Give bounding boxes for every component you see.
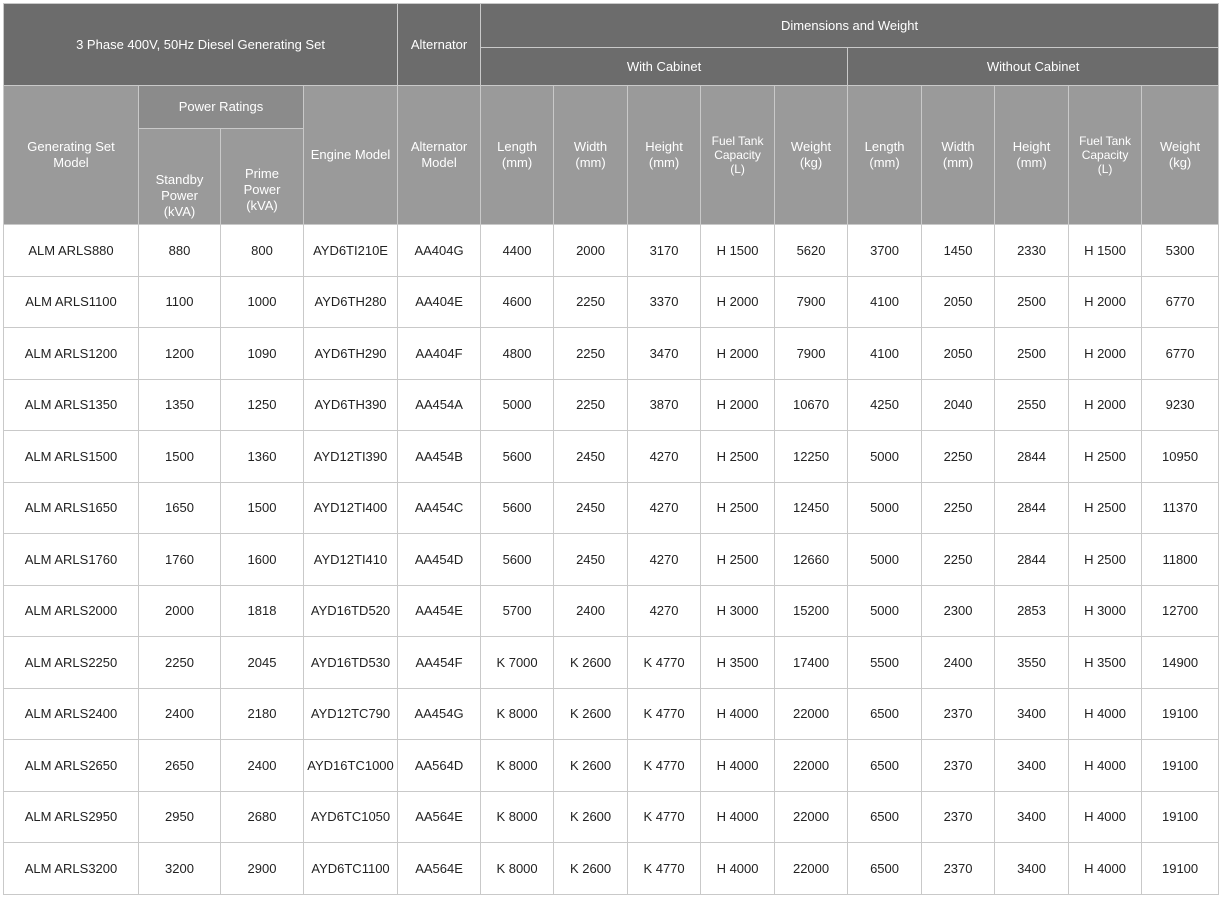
table-row	[4, 740, 1219, 792]
cell-height-cab: 4270	[628, 585, 701, 637]
cell-fuel-tank-nocab: H 2500	[1069, 482, 1142, 534]
cell-engine-model: AYD12TI390	[304, 431, 398, 483]
cell-gen-set-model: ALM ARLS1100	[4, 276, 139, 328]
cell-length-nocab: 4100	[848, 276, 922, 328]
cell-width-cab: K 2600	[554, 637, 628, 689]
col-label-alternator-model: Alternator Model	[410, 139, 468, 170]
col-label-fuel-tank: Fuel Tank Capacity (L)	[1079, 134, 1131, 176]
cell-gen-set-model: ALM ARLS1650	[4, 482, 139, 534]
power-ratings-header	[139, 86, 304, 129]
cell-weight-nocab: 19100	[1142, 791, 1219, 843]
cell-weight-nocab: 11800	[1142, 534, 1219, 586]
cell-gen-set-model: ALM ARLS880	[4, 225, 139, 277]
cell-length-nocab: 6500	[848, 740, 922, 792]
cell-length-nocab: 5000	[848, 585, 922, 637]
cell-length-nocab: 5000	[848, 482, 922, 534]
cell-fuel-tank-nocab: H 4000	[1069, 843, 1142, 895]
cell-height-nocab: 2844	[995, 534, 1069, 586]
cell-prime-power: 2400	[221, 740, 304, 792]
cell-alternator-model: AA564D	[398, 740, 481, 792]
cell-length-nocab: 5000	[848, 431, 922, 483]
cell-height-cab: 3370	[628, 276, 701, 328]
cell-alternator-model: AA454D	[398, 534, 481, 586]
col-label-height: Height (mm)	[645, 139, 683, 170]
cell-height-nocab: 2844	[995, 482, 1069, 534]
cell-fuel-tank-cab: H 4000	[701, 791, 775, 843]
cell-prime-power: 2045	[221, 637, 304, 689]
cell-standby-power: 1650	[139, 482, 221, 534]
cell-height-cab: 3470	[628, 328, 701, 380]
cell-length-nocab: 6500	[848, 688, 922, 740]
cell-length-cab: K 8000	[481, 740, 554, 792]
table-row	[4, 637, 1219, 689]
cell-width-nocab: 2250	[922, 431, 995, 483]
cell-fuel-tank-cab: H 3500	[701, 637, 775, 689]
cell-standby-power: 3200	[139, 843, 221, 895]
col-header-height-nocab	[995, 86, 1069, 225]
cell-prime-power: 1090	[221, 328, 304, 380]
cell-fuel-tank-nocab: H 4000	[1069, 688, 1142, 740]
cell-weight-cab: 22000	[775, 791, 848, 843]
col-label-width: Width (mm)	[941, 139, 975, 170]
without-cabinet-label: Without Cabinet	[986, 58, 1080, 74]
cell-length-nocab: 4100	[848, 328, 922, 380]
col-label-length: Length (mm)	[497, 139, 537, 170]
cell-fuel-tank-cab: H 4000	[701, 843, 775, 895]
col-header-gen-set-model	[4, 86, 139, 225]
cell-height-cab: 3870	[628, 379, 701, 431]
col-header-fuel-nocab	[1069, 86, 1142, 225]
col-label-gen-set-model: Generating Set Model	[27, 139, 115, 170]
cell-prime-power: 1000	[221, 276, 304, 328]
cell-fuel-tank-cab: H 1500	[701, 225, 775, 277]
cell-weight-nocab: 19100	[1142, 740, 1219, 792]
cell-length-cab: K 7000	[481, 637, 554, 689]
cell-width-cab: 2450	[554, 534, 628, 586]
cell-standby-power: 880	[139, 225, 221, 277]
col-label-prime-power: Prime Power (kVA)	[243, 166, 281, 213]
cell-alternator-model: AA404F	[398, 328, 481, 380]
cell-prime-power: 1250	[221, 379, 304, 431]
col-header-fuel-cab	[701, 86, 775, 225]
alternator-group-label: Alternator	[410, 36, 468, 52]
col-label-length: Length (mm)	[864, 139, 905, 170]
cell-fuel-tank-nocab: H 4000	[1069, 791, 1142, 843]
cell-alternator-model: AA404G	[398, 225, 481, 277]
cell-standby-power: 2400	[139, 688, 221, 740]
cell-height-nocab: 2500	[995, 328, 1069, 380]
col-label-weight: Weight (kg)	[1159, 139, 1201, 170]
col-label-engine-model: Engine Model	[310, 147, 391, 162]
cell-gen-set-model: ALM ARLS2650	[4, 740, 139, 792]
cell-height-cab: 4270	[628, 534, 701, 586]
with-cabinet-label: With Cabinet	[626, 58, 702, 74]
cell-fuel-tank-nocab: H 2500	[1069, 431, 1142, 483]
cell-gen-set-model: ALM ARLS2950	[4, 791, 139, 843]
table-row	[4, 276, 1219, 328]
table-row	[4, 379, 1219, 431]
cell-fuel-tank-nocab: H 2000	[1069, 328, 1142, 380]
cell-length-cab: 5700	[481, 585, 554, 637]
cell-fuel-tank-nocab: H 2500	[1069, 534, 1142, 586]
cell-weight-cab: 12250	[775, 431, 848, 483]
cell-height-nocab: 3400	[995, 688, 1069, 740]
cell-engine-model: AYD6TH290	[304, 328, 398, 380]
with-cabinet-header	[481, 48, 848, 86]
col-label-width: Width (mm)	[573, 139, 608, 170]
cell-width-nocab: 2370	[922, 843, 995, 895]
cell-height-nocab: 3400	[995, 740, 1069, 792]
cell-width-cab: K 2600	[554, 843, 628, 895]
cell-prime-power: 1600	[221, 534, 304, 586]
cell-engine-model: AYD16TD530	[304, 637, 398, 689]
cell-length-cab: 5000	[481, 379, 554, 431]
cell-engine-model: AYD16TC1000	[304, 740, 398, 792]
cell-gen-set-model: ALM ARLS2000	[4, 585, 139, 637]
cell-width-cab: K 2600	[554, 688, 628, 740]
cell-standby-power: 1760	[139, 534, 221, 586]
cell-weight-nocab: 11370	[1142, 482, 1219, 534]
cell-alternator-model: AA454C	[398, 482, 481, 534]
cell-height-cab: 4270	[628, 482, 701, 534]
cell-standby-power: 2000	[139, 585, 221, 637]
table-row	[4, 328, 1219, 380]
dimensions-weight-header	[481, 4, 1219, 48]
cell-length-cab: 4600	[481, 276, 554, 328]
cell-width-nocab: 2370	[922, 740, 995, 792]
cell-height-cab: K 4770	[628, 688, 701, 740]
cell-width-nocab: 2300	[922, 585, 995, 637]
cell-engine-model: AYD6TC1100	[304, 843, 398, 895]
table-title-cell	[4, 4, 398, 86]
col-header-engine-model	[304, 86, 398, 225]
cell-gen-set-model: ALM ARLS3200	[4, 843, 139, 895]
cell-length-cab: 5600	[481, 534, 554, 586]
cell-gen-set-model: ALM ARLS2250	[4, 637, 139, 689]
dimensions-weight-label: Dimensions and Weight	[781, 17, 919, 33]
cell-weight-nocab: 10950	[1142, 431, 1219, 483]
cell-length-nocab: 6500	[848, 791, 922, 843]
col-label-standby-power: Standby Power (kVA)	[155, 172, 204, 219]
cell-standby-power: 1200	[139, 328, 221, 380]
cell-weight-cab: 10670	[775, 379, 848, 431]
col-header-width-cab	[554, 86, 628, 225]
power-ratings-label: Power Ratings	[178, 99, 264, 114]
cell-prime-power: 800	[221, 225, 304, 277]
cell-gen-set-model: ALM ARLS1350	[4, 379, 139, 431]
cell-length-cab: K 8000	[481, 791, 554, 843]
cell-width-cab: 2250	[554, 328, 628, 380]
cell-height-cab: K 4770	[628, 843, 701, 895]
cell-alternator-model: AA454B	[398, 431, 481, 483]
cell-length-cab: 5600	[481, 482, 554, 534]
cell-length-cab: K 8000	[481, 688, 554, 740]
cell-standby-power: 2250	[139, 637, 221, 689]
cell-width-cab: K 2600	[554, 740, 628, 792]
cell-alternator-model: AA454F	[398, 637, 481, 689]
cell-width-cab: 2400	[554, 585, 628, 637]
cell-fuel-tank-cab: H 2000	[701, 379, 775, 431]
cell-engine-model: AYD6TH390	[304, 379, 398, 431]
cell-prime-power: 2900	[221, 843, 304, 895]
cell-width-nocab: 2050	[922, 328, 995, 380]
cell-engine-model: AYD6TI210E	[304, 225, 398, 277]
cell-alternator-model: AA454G	[398, 688, 481, 740]
col-header-weight-cab	[775, 86, 848, 225]
col-label-height: Height (mm)	[1012, 139, 1051, 170]
col-header-alternator-model	[398, 86, 481, 225]
cell-length-cab: 5600	[481, 431, 554, 483]
cell-standby-power: 1350	[139, 379, 221, 431]
cell-alternator-model: AA564E	[398, 791, 481, 843]
cell-width-nocab: 2370	[922, 688, 995, 740]
cell-prime-power: 2180	[221, 688, 304, 740]
cell-height-nocab: 3400	[995, 791, 1069, 843]
cell-engine-model: AYD6TH280	[304, 276, 398, 328]
cell-weight-cab: 5620	[775, 225, 848, 277]
col-label-weight: Weight (kg)	[790, 139, 832, 170]
table-row	[4, 791, 1219, 843]
cell-fuel-tank-nocab: H 1500	[1069, 225, 1142, 277]
cell-weight-cab: 12660	[775, 534, 848, 586]
cell-fuel-tank-nocab: H 2000	[1069, 379, 1142, 431]
col-header-length-nocab	[848, 86, 922, 225]
cell-weight-nocab: 6770	[1142, 328, 1219, 380]
cell-width-nocab: 1450	[922, 225, 995, 277]
cell-weight-nocab: 6770	[1142, 276, 1219, 328]
cell-weight-cab: 17400	[775, 637, 848, 689]
cell-gen-set-model: ALM ARLS1200	[4, 328, 139, 380]
cell-width-nocab: 2050	[922, 276, 995, 328]
cell-height-cab: K 4770	[628, 791, 701, 843]
cell-standby-power: 2950	[139, 791, 221, 843]
cell-height-nocab: 2330	[995, 225, 1069, 277]
table-row	[4, 585, 1219, 637]
table-row	[4, 482, 1219, 534]
cell-height-cab: 4270	[628, 431, 701, 483]
cell-engine-model: AYD12TI400	[304, 482, 398, 534]
cell-prime-power: 2680	[221, 791, 304, 843]
cell-alternator-model: AA564E	[398, 843, 481, 895]
cell-fuel-tank-cab: H 2500	[701, 482, 775, 534]
col-header-height-cab	[628, 86, 701, 225]
cell-fuel-tank-nocab: H 4000	[1069, 740, 1142, 792]
cell-height-nocab: 2550	[995, 379, 1069, 431]
cell-engine-model: AYD16TD520	[304, 585, 398, 637]
cell-weight-cab: 7900	[775, 276, 848, 328]
cell-width-nocab: 2250	[922, 534, 995, 586]
col-header-weight-nocab	[1142, 86, 1219, 225]
table-title: 3 Phase 400V, 50Hz Diesel Generating Set	[76, 36, 325, 52]
generator-spec-table	[3, 3, 1219, 895]
cell-alternator-model: AA454E	[398, 585, 481, 637]
cell-weight-cab: 15200	[775, 585, 848, 637]
cell-engine-model: AYD12TI410	[304, 534, 398, 586]
cell-engine-model: AYD12TC790	[304, 688, 398, 740]
cell-standby-power: 1100	[139, 276, 221, 328]
cell-alternator-model: AA404E	[398, 276, 481, 328]
col-header-length-cab	[481, 86, 554, 225]
table-row	[4, 431, 1219, 483]
table-row	[4, 225, 1219, 277]
cell-width-nocab: 2370	[922, 791, 995, 843]
cell-engine-model: AYD6TC1050	[304, 791, 398, 843]
cell-length-nocab: 5000	[848, 534, 922, 586]
cell-width-cab: 2450	[554, 482, 628, 534]
cell-width-nocab: 2250	[922, 482, 995, 534]
cell-prime-power: 1818	[221, 585, 304, 637]
cell-length-nocab: 5500	[848, 637, 922, 689]
cell-height-cab: 3170	[628, 225, 701, 277]
cell-weight-cab: 22000	[775, 843, 848, 895]
cell-fuel-tank-cab: H 4000	[701, 740, 775, 792]
cell-length-nocab: 6500	[848, 843, 922, 895]
cell-height-cab: K 4770	[628, 740, 701, 792]
cell-width-cab: K 2600	[554, 791, 628, 843]
cell-width-cab: 2250	[554, 379, 628, 431]
cell-width-nocab: 2400	[922, 637, 995, 689]
cell-fuel-tank-nocab: H 2000	[1069, 276, 1142, 328]
table-body	[4, 225, 1219, 895]
cell-weight-nocab: 9230	[1142, 379, 1219, 431]
cell-prime-power: 1500	[221, 482, 304, 534]
cell-weight-nocab: 5300	[1142, 225, 1219, 277]
cell-weight-nocab: 19100	[1142, 688, 1219, 740]
cell-width-nocab: 2040	[922, 379, 995, 431]
alternator-group-header	[398, 4, 481, 86]
cell-height-nocab: 2853	[995, 585, 1069, 637]
col-header-width-nocab	[922, 86, 995, 225]
cell-weight-nocab: 14900	[1142, 637, 1219, 689]
cell-length-cab: 4400	[481, 225, 554, 277]
cell-fuel-tank-cab: H 2000	[701, 276, 775, 328]
cell-length-nocab: 3700	[848, 225, 922, 277]
cell-height-cab: K 4770	[628, 637, 701, 689]
col-header-standby-power	[139, 129, 221, 225]
cell-weight-cab: 12450	[775, 482, 848, 534]
cell-height-nocab: 3550	[995, 637, 1069, 689]
cell-width-cab: 2000	[554, 225, 628, 277]
cell-gen-set-model: ALM ARLS1500	[4, 431, 139, 483]
cell-length-nocab: 4250	[848, 379, 922, 431]
cell-length-cab: 4800	[481, 328, 554, 380]
cell-weight-nocab: 12700	[1142, 585, 1219, 637]
cell-alternator-model: AA454A	[398, 379, 481, 431]
cell-fuel-tank-nocab: H 3500	[1069, 637, 1142, 689]
cell-weight-cab: 22000	[775, 740, 848, 792]
cell-fuel-tank-cab: H 4000	[701, 688, 775, 740]
cell-height-nocab: 3400	[995, 843, 1069, 895]
cell-gen-set-model: ALM ARLS2400	[4, 688, 139, 740]
cell-height-nocab: 2844	[995, 431, 1069, 483]
cell-weight-nocab: 19100	[1142, 843, 1219, 895]
cell-standby-power: 1500	[139, 431, 221, 483]
cell-fuel-tank-nocab: H 3000	[1069, 585, 1142, 637]
cell-weight-cab: 7900	[775, 328, 848, 380]
table-row	[4, 688, 1219, 740]
without-cabinet-header	[848, 48, 1219, 86]
cell-length-cab: K 8000	[481, 843, 554, 895]
cell-fuel-tank-cab: H 2500	[701, 431, 775, 483]
cell-fuel-tank-cab: H 2000	[701, 328, 775, 380]
cell-prime-power: 1360	[221, 431, 304, 483]
cell-weight-cab: 22000	[775, 688, 848, 740]
cell-fuel-tank-cab: H 2500	[701, 534, 775, 586]
cell-gen-set-model: ALM ARLS1760	[4, 534, 139, 586]
cell-width-cab: 2250	[554, 276, 628, 328]
cell-height-nocab: 2500	[995, 276, 1069, 328]
table-row	[4, 843, 1219, 895]
cell-fuel-tank-cab: H 3000	[701, 585, 775, 637]
table-row	[4, 534, 1219, 586]
col-label-fuel-tank: Fuel Tank Capacity (L)	[711, 134, 764, 176]
cell-standby-power: 2650	[139, 740, 221, 792]
col-header-prime-power	[221, 129, 304, 225]
cell-width-cab: 2450	[554, 431, 628, 483]
